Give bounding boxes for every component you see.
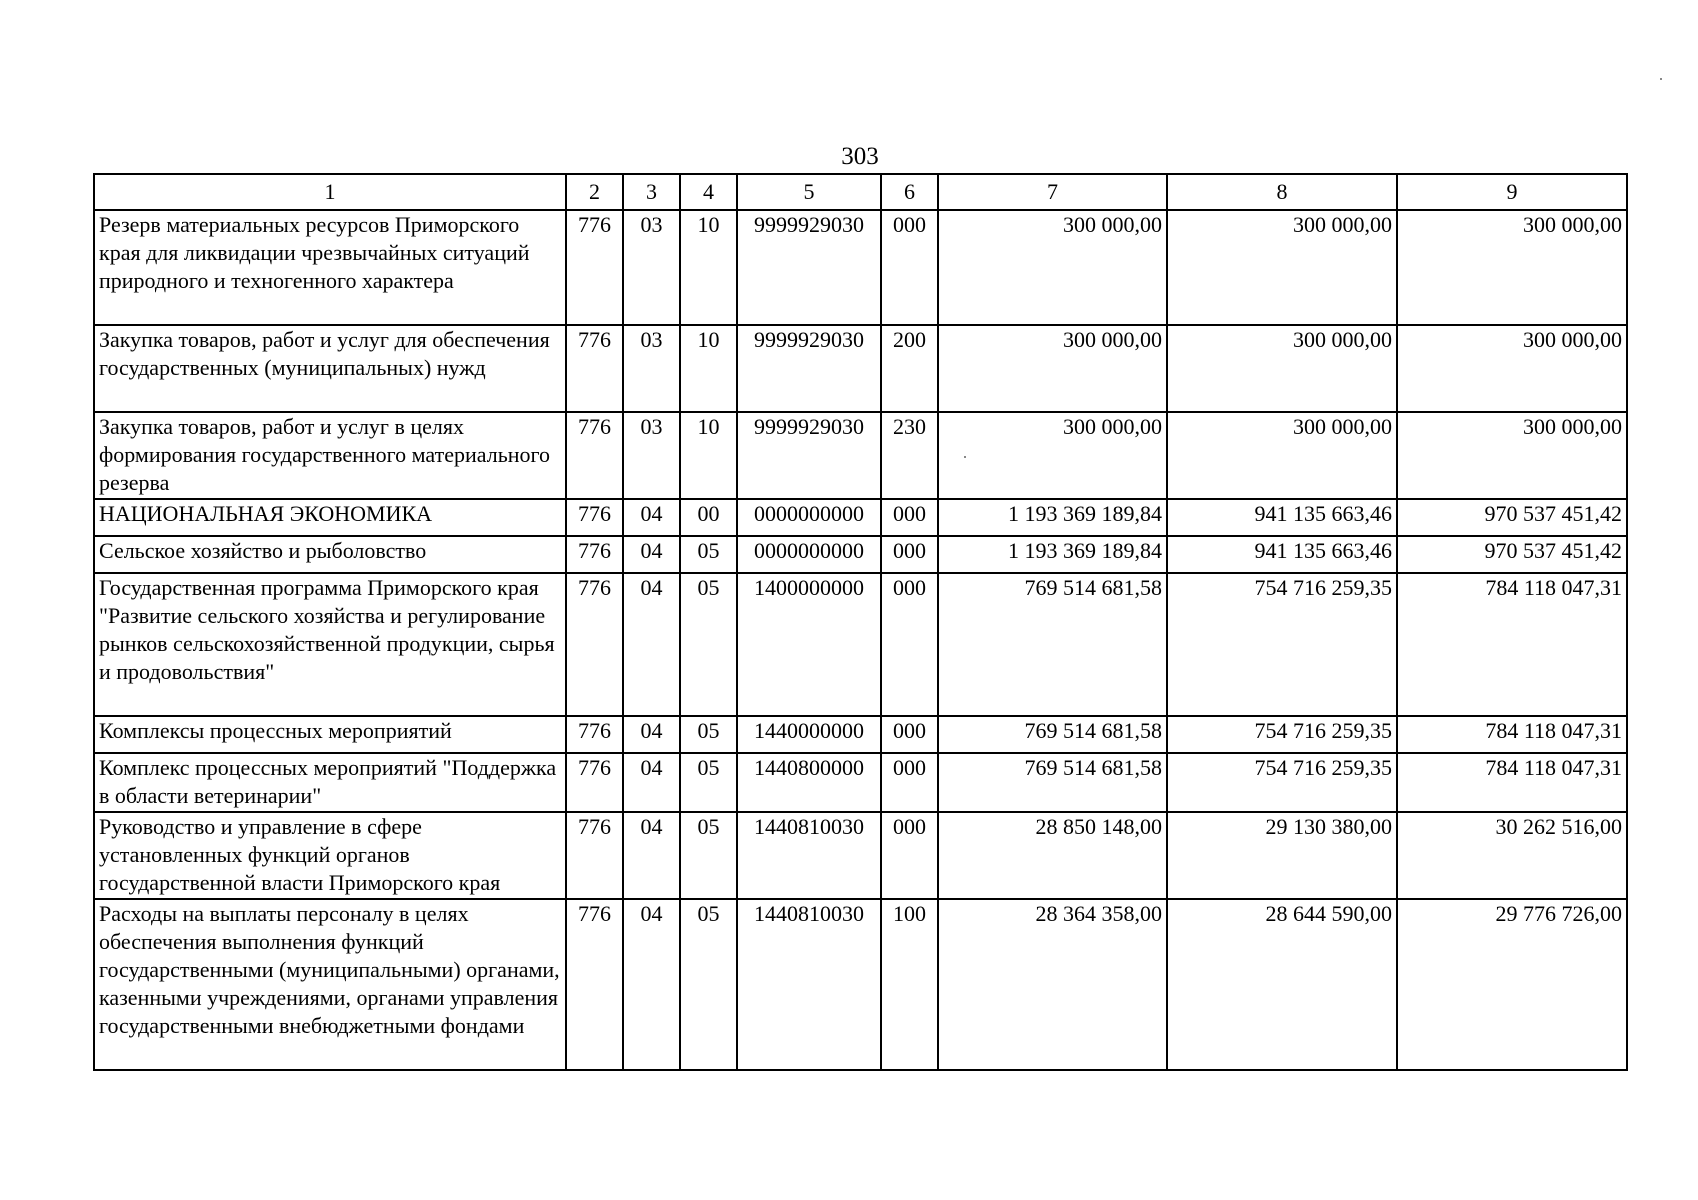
amount-col-8: 754 716 259,35 <box>1167 573 1397 716</box>
ministry-code: 776 <box>566 573 623 716</box>
amount-col-8: 300 000,00 <box>1167 210 1397 325</box>
item-name: Комплексы процессных мероприятий <box>94 716 566 753</box>
section-code: 03 <box>623 412 680 499</box>
amount-col-9: 784 118 047,31 <box>1397 573 1627 716</box>
section-code: 04 <box>623 536 680 573</box>
item-name: НАЦИОНАЛЬНАЯ ЭКОНОМИКА <box>94 499 566 536</box>
column-header: 9 <box>1397 174 1627 210</box>
amount-col-9: 300 000,00 <box>1397 412 1627 499</box>
amount-col-8: 300 000,00 <box>1167 412 1397 499</box>
column-number-header-row <box>94 174 1627 210</box>
ministry-code: 776 <box>566 325 623 412</box>
target-article-code: 1400000000 <box>737 573 881 716</box>
target-article-code: 1440800000 <box>737 753 881 812</box>
amount-col-7: 769 514 681,58 <box>938 753 1167 812</box>
scan-speck <box>1660 78 1662 80</box>
amount-col-7: 1 193 369 189,84 <box>938 499 1167 536</box>
item-name: Государственная программа Приморского края "Развитие сельского хозяйства и регулирование рынков сельскохозяйственной продукции, сырья и продовольствия" <box>94 573 566 716</box>
amount-col-7: 28 364 358,00 <box>938 899 1167 1070</box>
ministry-code: 776 <box>566 753 623 812</box>
column-header: 8 <box>1167 174 1397 210</box>
table-row <box>94 499 1627 536</box>
target-article-code: 9999929030 <box>737 412 881 499</box>
ministry-code: 776 <box>566 899 623 1070</box>
column-header: 4 <box>680 174 737 210</box>
column-header: 7 <box>938 174 1167 210</box>
table-row <box>94 412 1627 499</box>
ministry-code: 776 <box>566 412 623 499</box>
table-row <box>94 753 1627 812</box>
target-article-code: 1440810030 <box>737 812 881 899</box>
subsection-code: 05 <box>680 899 737 1070</box>
target-article-code: 1440810030 <box>737 899 881 1070</box>
column-header: 6 <box>881 174 938 210</box>
amount-col-7: 300 000,00 <box>938 210 1167 325</box>
subsection-code: 05 <box>680 812 737 899</box>
amount-col-9: 970 537 451,42 <box>1397 499 1627 536</box>
scan-speck <box>964 456 966 458</box>
target-article-code: 0000000000 <box>737 536 881 573</box>
expense-type-code: 230 <box>881 412 938 499</box>
section-code: 03 <box>623 325 680 412</box>
amount-col-9: 300 000,00 <box>1397 325 1627 412</box>
subsection-code: 05 <box>680 573 737 716</box>
expense-type-code: 000 <box>881 716 938 753</box>
ministry-code: 776 <box>566 536 623 573</box>
amount-col-9: 30 262 516,00 <box>1397 812 1627 899</box>
page-number: 303 <box>841 143 879 170</box>
expense-type-code: 000 <box>881 536 938 573</box>
amount-col-8: 28 644 590,00 <box>1167 899 1397 1070</box>
column-header: 1 <box>94 174 566 210</box>
section-code: 04 <box>623 716 680 753</box>
amount-col-9: 784 118 047,31 <box>1397 753 1627 812</box>
amount-col-7: 300 000,00 <box>938 412 1167 499</box>
subsection-code: 05 <box>680 716 737 753</box>
expense-type-code: 200 <box>881 325 938 412</box>
item-name: Руководство и управление в сфере установленных функций органов государственной власти Приморского края <box>94 812 566 899</box>
amount-col-8: 754 716 259,35 <box>1167 753 1397 812</box>
table-row <box>94 210 1627 325</box>
table-row <box>94 536 1627 573</box>
amount-col-7: 769 514 681,58 <box>938 573 1167 716</box>
subsection-code: 10 <box>680 325 737 412</box>
amount-col-9: 784 118 047,31 <box>1397 716 1627 753</box>
table-row <box>94 899 1627 1070</box>
item-name: Закупка товаров, работ и услуг в целях формирования государственного материального резерва <box>94 412 566 499</box>
expense-type-code: 000 <box>881 210 938 325</box>
ministry-code: 776 <box>566 210 623 325</box>
amount-col-7: 28 850 148,00 <box>938 812 1167 899</box>
expense-type-code: 100 <box>881 899 938 1070</box>
amount-col-7: 300 000,00 <box>938 325 1167 412</box>
amount-col-7: 1 193 369 189,84 <box>938 536 1167 573</box>
ministry-code: 776 <box>566 499 623 536</box>
section-code: 04 <box>623 499 680 536</box>
amount-col-8: 941 135 663,46 <box>1167 536 1397 573</box>
table-row <box>94 573 1627 716</box>
subsection-code: 05 <box>680 753 737 812</box>
item-name: Сельское хозяйство и рыболовство <box>94 536 566 573</box>
target-article-code: 9999929030 <box>737 325 881 412</box>
subsection-code: 05 <box>680 536 737 573</box>
table-row <box>94 325 1627 412</box>
target-article-code: 0000000000 <box>737 499 881 536</box>
section-code: 04 <box>623 899 680 1070</box>
amount-col-8: 941 135 663,46 <box>1167 499 1397 536</box>
column-header: 3 <box>623 174 680 210</box>
amount-col-8: 300 000,00 <box>1167 325 1397 412</box>
amount-col-7: 769 514 681,58 <box>938 716 1167 753</box>
target-article-code: 9999929030 <box>737 210 881 325</box>
table-row <box>94 812 1627 899</box>
section-code: 03 <box>623 210 680 325</box>
amount-col-9: 300 000,00 <box>1397 210 1627 325</box>
item-name: Комплекс процессных мероприятий "Поддержка в области ветеринарии" <box>94 753 566 812</box>
amount-col-8: 29 130 380,00 <box>1167 812 1397 899</box>
column-header: 2 <box>566 174 623 210</box>
amount-col-9: 29 776 726,00 <box>1397 899 1627 1070</box>
budget-table <box>93 173 1628 1071</box>
section-code: 04 <box>623 812 680 899</box>
item-name: Закупка товаров, работ и услуг для обеспечения государственных (муниципальных) нужд <box>94 325 566 412</box>
ministry-code: 776 <box>566 812 623 899</box>
subsection-code: 00 <box>680 499 737 536</box>
target-article-code: 1440000000 <box>737 716 881 753</box>
expense-type-code: 000 <box>881 499 938 536</box>
subsection-code: 10 <box>680 412 737 499</box>
amount-col-9: 970 537 451,42 <box>1397 536 1627 573</box>
ministry-code: 776 <box>566 716 623 753</box>
expense-type-code: 000 <box>881 573 938 716</box>
section-code: 04 <box>623 573 680 716</box>
expense-type-code: 000 <box>881 812 938 899</box>
table-row <box>94 716 1627 753</box>
item-name: Резерв материальных ресурсов Приморского края для ликвидации чрезвычайных ситуаций природного и техногенного характера <box>94 210 566 325</box>
item-name: Расходы на выплаты персоналу в целях обеспечения выполнения функций государственными (муниципальными) органами, казенными учреждениями, органами управления государственными внебюджетными фондами <box>94 899 566 1070</box>
expense-type-code: 000 <box>881 753 938 812</box>
amount-col-8: 754 716 259,35 <box>1167 716 1397 753</box>
subsection-code: 10 <box>680 210 737 325</box>
section-code: 04 <box>623 753 680 812</box>
column-header: 5 <box>737 174 881 210</box>
